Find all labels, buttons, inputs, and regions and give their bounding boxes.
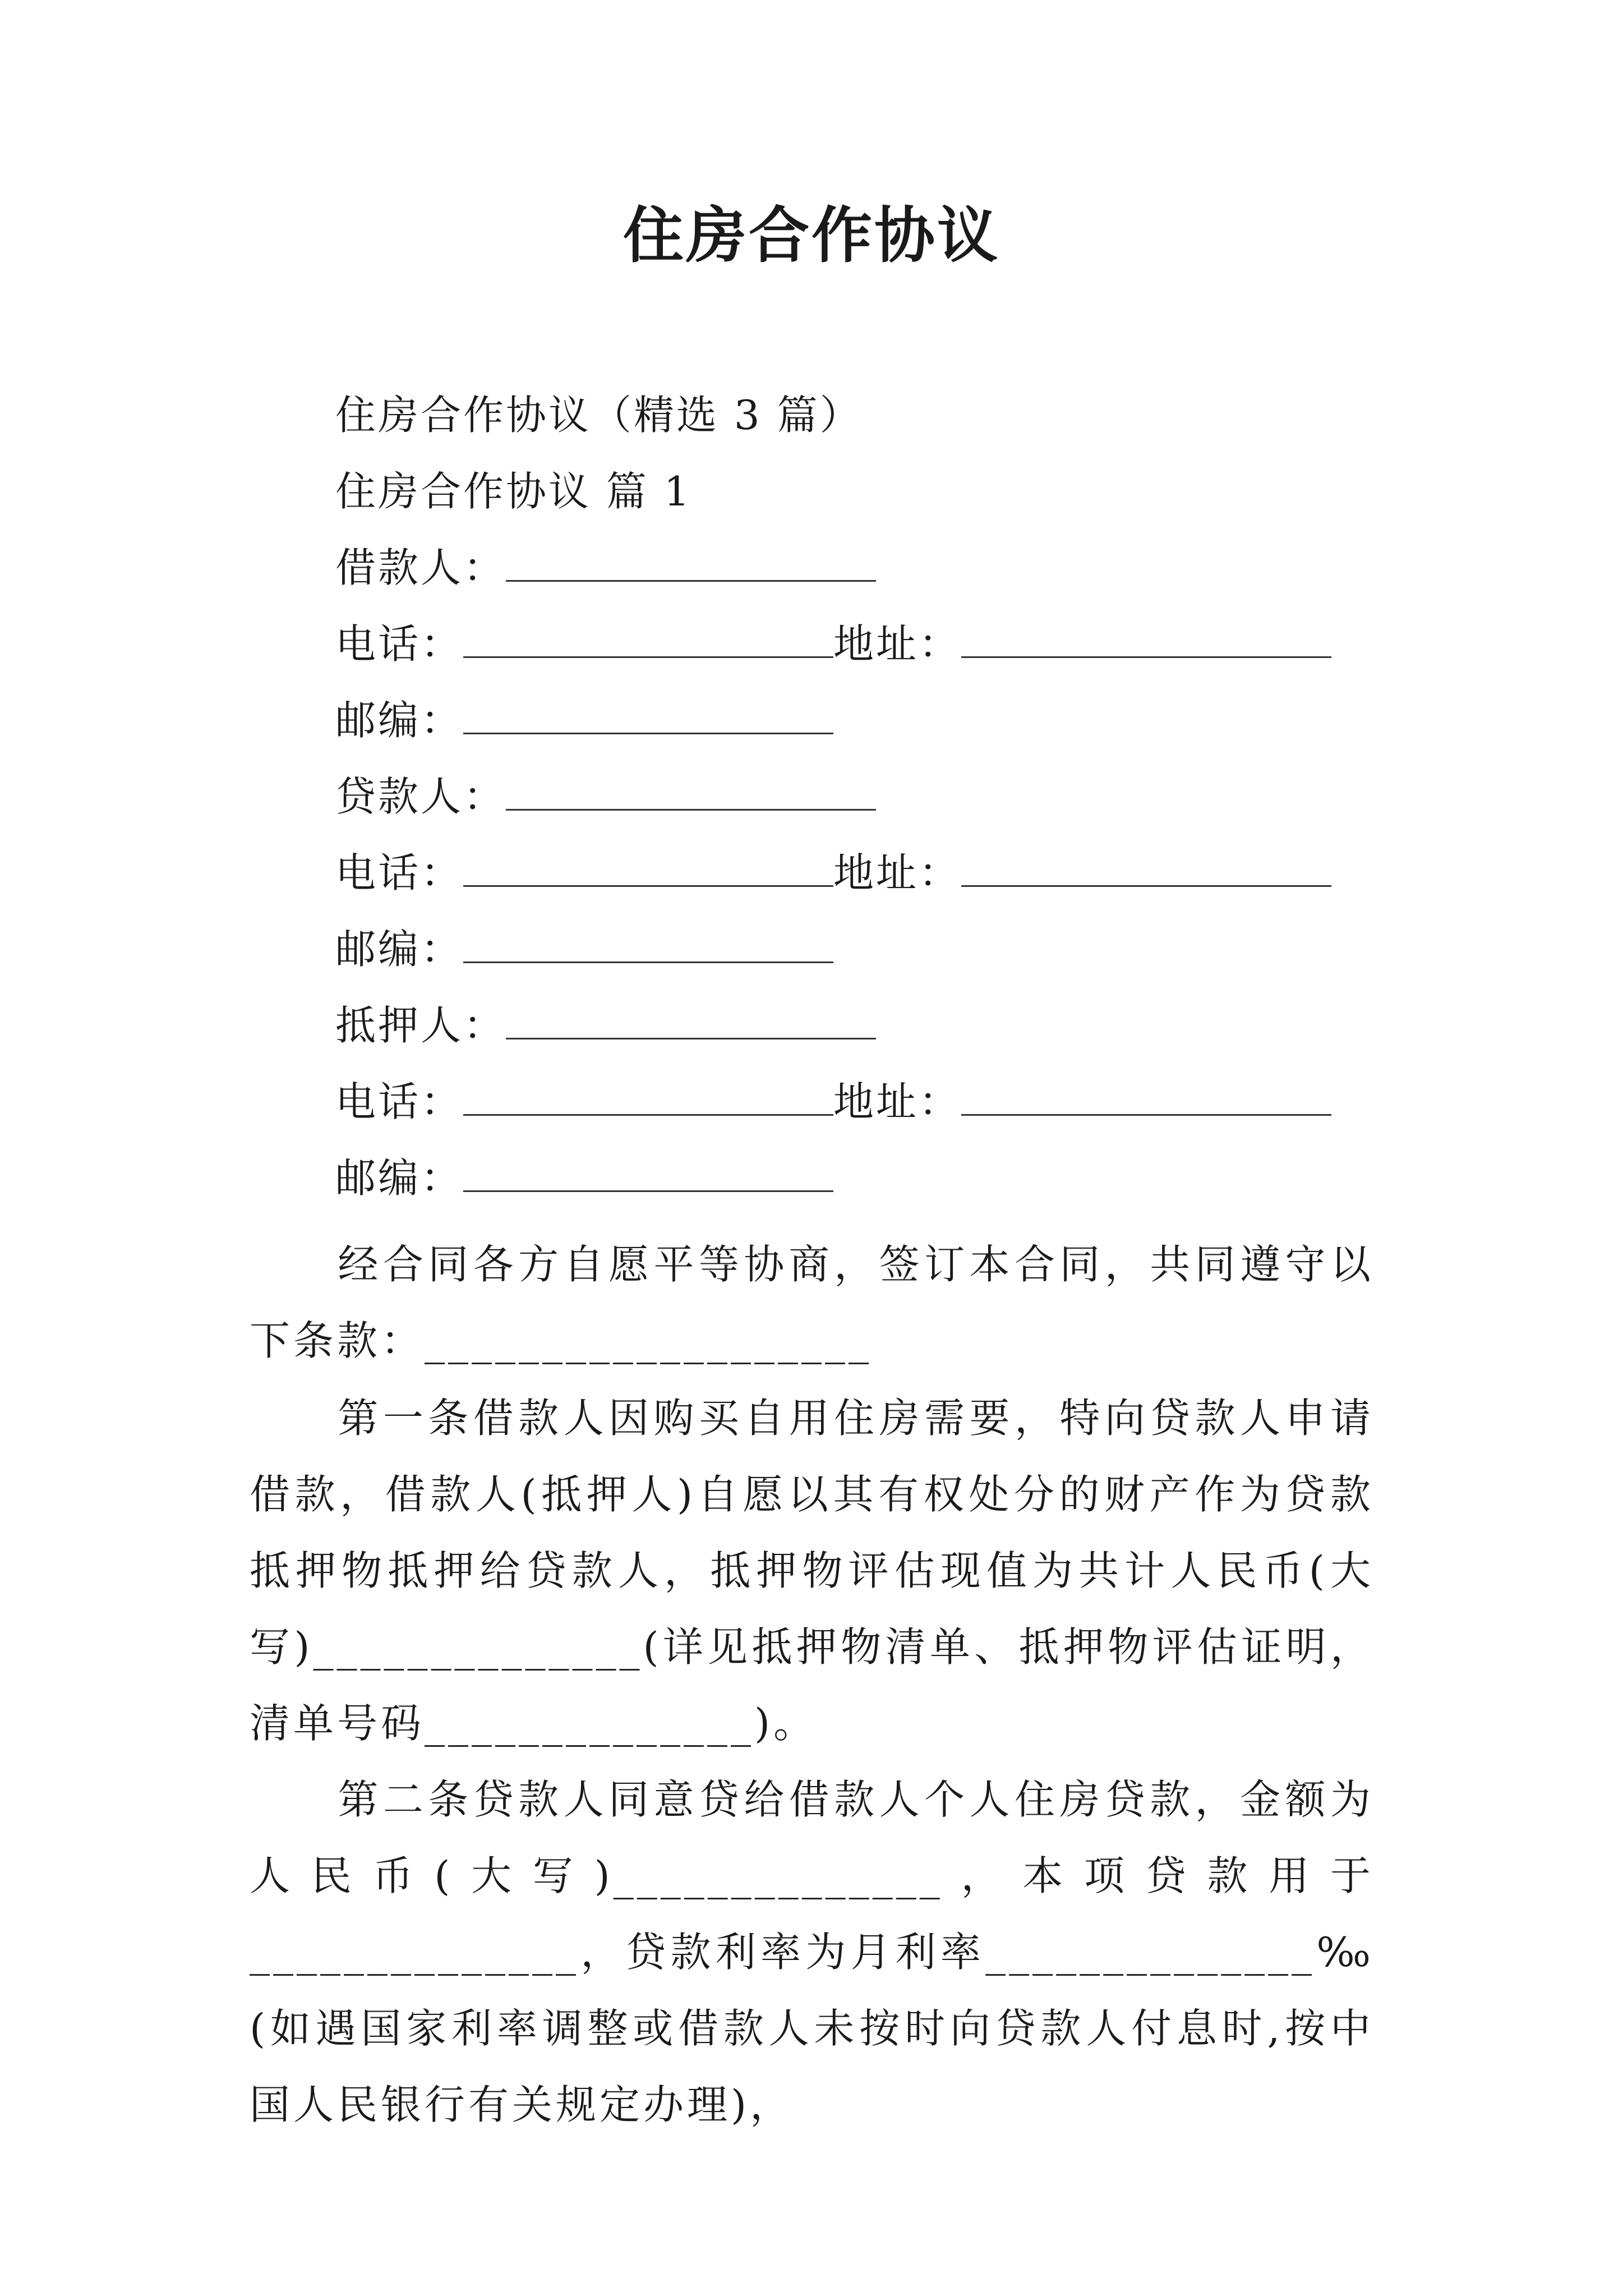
article-2-blank2[interactable]: ______________ bbox=[250, 1929, 579, 1976]
borrower-contact-line bbox=[335, 616, 1331, 672]
mortgagor-postcode-line bbox=[335, 1150, 833, 1206]
lender-postcode-label: 邮编： bbox=[335, 926, 464, 973]
mortgagor-label: 抵押人： bbox=[335, 1002, 506, 1049]
mortgagor-phone-label: 电话： bbox=[335, 1078, 464, 1125]
borrower-postcode-label: 邮编： bbox=[335, 697, 464, 744]
borrower-phone-label: 电话： bbox=[335, 620, 464, 668]
borrower-address-label: 地址： bbox=[833, 620, 962, 668]
article-2-blank3[interactable]: ______________ bbox=[985, 1929, 1316, 1976]
section-heading: 住房合作协议 篇 1 bbox=[335, 468, 692, 515]
article-1-part2: (详见抵押物清单、抵押物评估证明，清单号码 bbox=[250, 1623, 1374, 1747]
article-2-part1: 第二条贷款人同意贷给借款人个人住房贷款，金额为人民币(大写) bbox=[250, 1776, 1374, 1899]
lender-contact-line bbox=[335, 845, 1331, 901]
borrower-blank[interactable] bbox=[506, 544, 876, 582]
lender-postcode-blank[interactable] bbox=[463, 926, 833, 963]
mortgagor-phone-blank[interactable] bbox=[463, 1078, 833, 1116]
lender-label: 贷款人： bbox=[335, 773, 506, 820]
lender-phone-label: 电话： bbox=[335, 849, 464, 896]
lender-line bbox=[335, 769, 876, 825]
article-1-part3: )。 bbox=[754, 1700, 818, 1747]
subtitle: 住房合作协议（精选 3 篇） bbox=[335, 392, 863, 439]
borrower-phone-blank[interactable] bbox=[463, 620, 833, 658]
lender-address-label: 地址： bbox=[833, 849, 962, 896]
mortgagor-postcode-blank[interactable] bbox=[463, 1154, 833, 1192]
mortgagor-contact-line bbox=[335, 1074, 1331, 1130]
intro-blank[interactable]: ___________________ bbox=[425, 1317, 873, 1364]
article-2-part4: ‰(如遇国家利率调整或借款人未按时向贷款人付息时,按中国人民银行有关规定办理)， bbox=[250, 1929, 1374, 2128]
lender-blank[interactable] bbox=[506, 773, 876, 811]
borrower-postcode-blank[interactable] bbox=[463, 697, 833, 734]
borrower-line bbox=[335, 540, 876, 596]
borrower-postcode-line bbox=[335, 692, 833, 748]
borrower-label: 借款人： bbox=[335, 544, 506, 591]
lender-phone-blank[interactable] bbox=[463, 849, 833, 887]
article-1-part1: 第一条借款人因购买自用住房需要，特向贷款人申请借款，借款人(抵押人)自愿以其有权处分的财产作为贷款抵押物抵押给贷款人，抵押物评估现值为共计人民币(大写) bbox=[250, 1395, 1374, 1671]
mortgagor-address-blank[interactable] bbox=[961, 1078, 1331, 1116]
mortgagor-line bbox=[335, 997, 876, 1053]
article-1-blank2[interactable]: ______________ bbox=[425, 1700, 755, 1747]
article-2-part3: ，贷款利率为月利率 bbox=[579, 1929, 986, 1976]
mortgagor-blank[interactable] bbox=[506, 1002, 876, 1039]
intro-paragraph bbox=[250, 1226, 1374, 1379]
article-2-part2: ，本项贷款用于 bbox=[943, 1852, 1374, 1899]
mortgagor-postcode-label: 邮编： bbox=[335, 1154, 464, 1202]
lender-address-blank[interactable] bbox=[961, 849, 1331, 887]
article-1-paragraph bbox=[250, 1380, 1374, 1761]
article-2-blank1[interactable]: ______________ bbox=[613, 1852, 943, 1899]
intro-text: 经合同各方自愿平等协商，签订本合同，共同遵守以下条款： bbox=[250, 1241, 1374, 1364]
borrower-address-blank[interactable] bbox=[961, 620, 1331, 658]
article-1-blank1[interactable]: ______________ bbox=[313, 1623, 643, 1671]
article-2-paragraph bbox=[250, 1761, 1374, 2143]
document-title: 住房合作协议 bbox=[623, 200, 1000, 271]
mortgagor-address-label: 地址： bbox=[833, 1078, 962, 1125]
lender-postcode-line bbox=[335, 921, 833, 977]
